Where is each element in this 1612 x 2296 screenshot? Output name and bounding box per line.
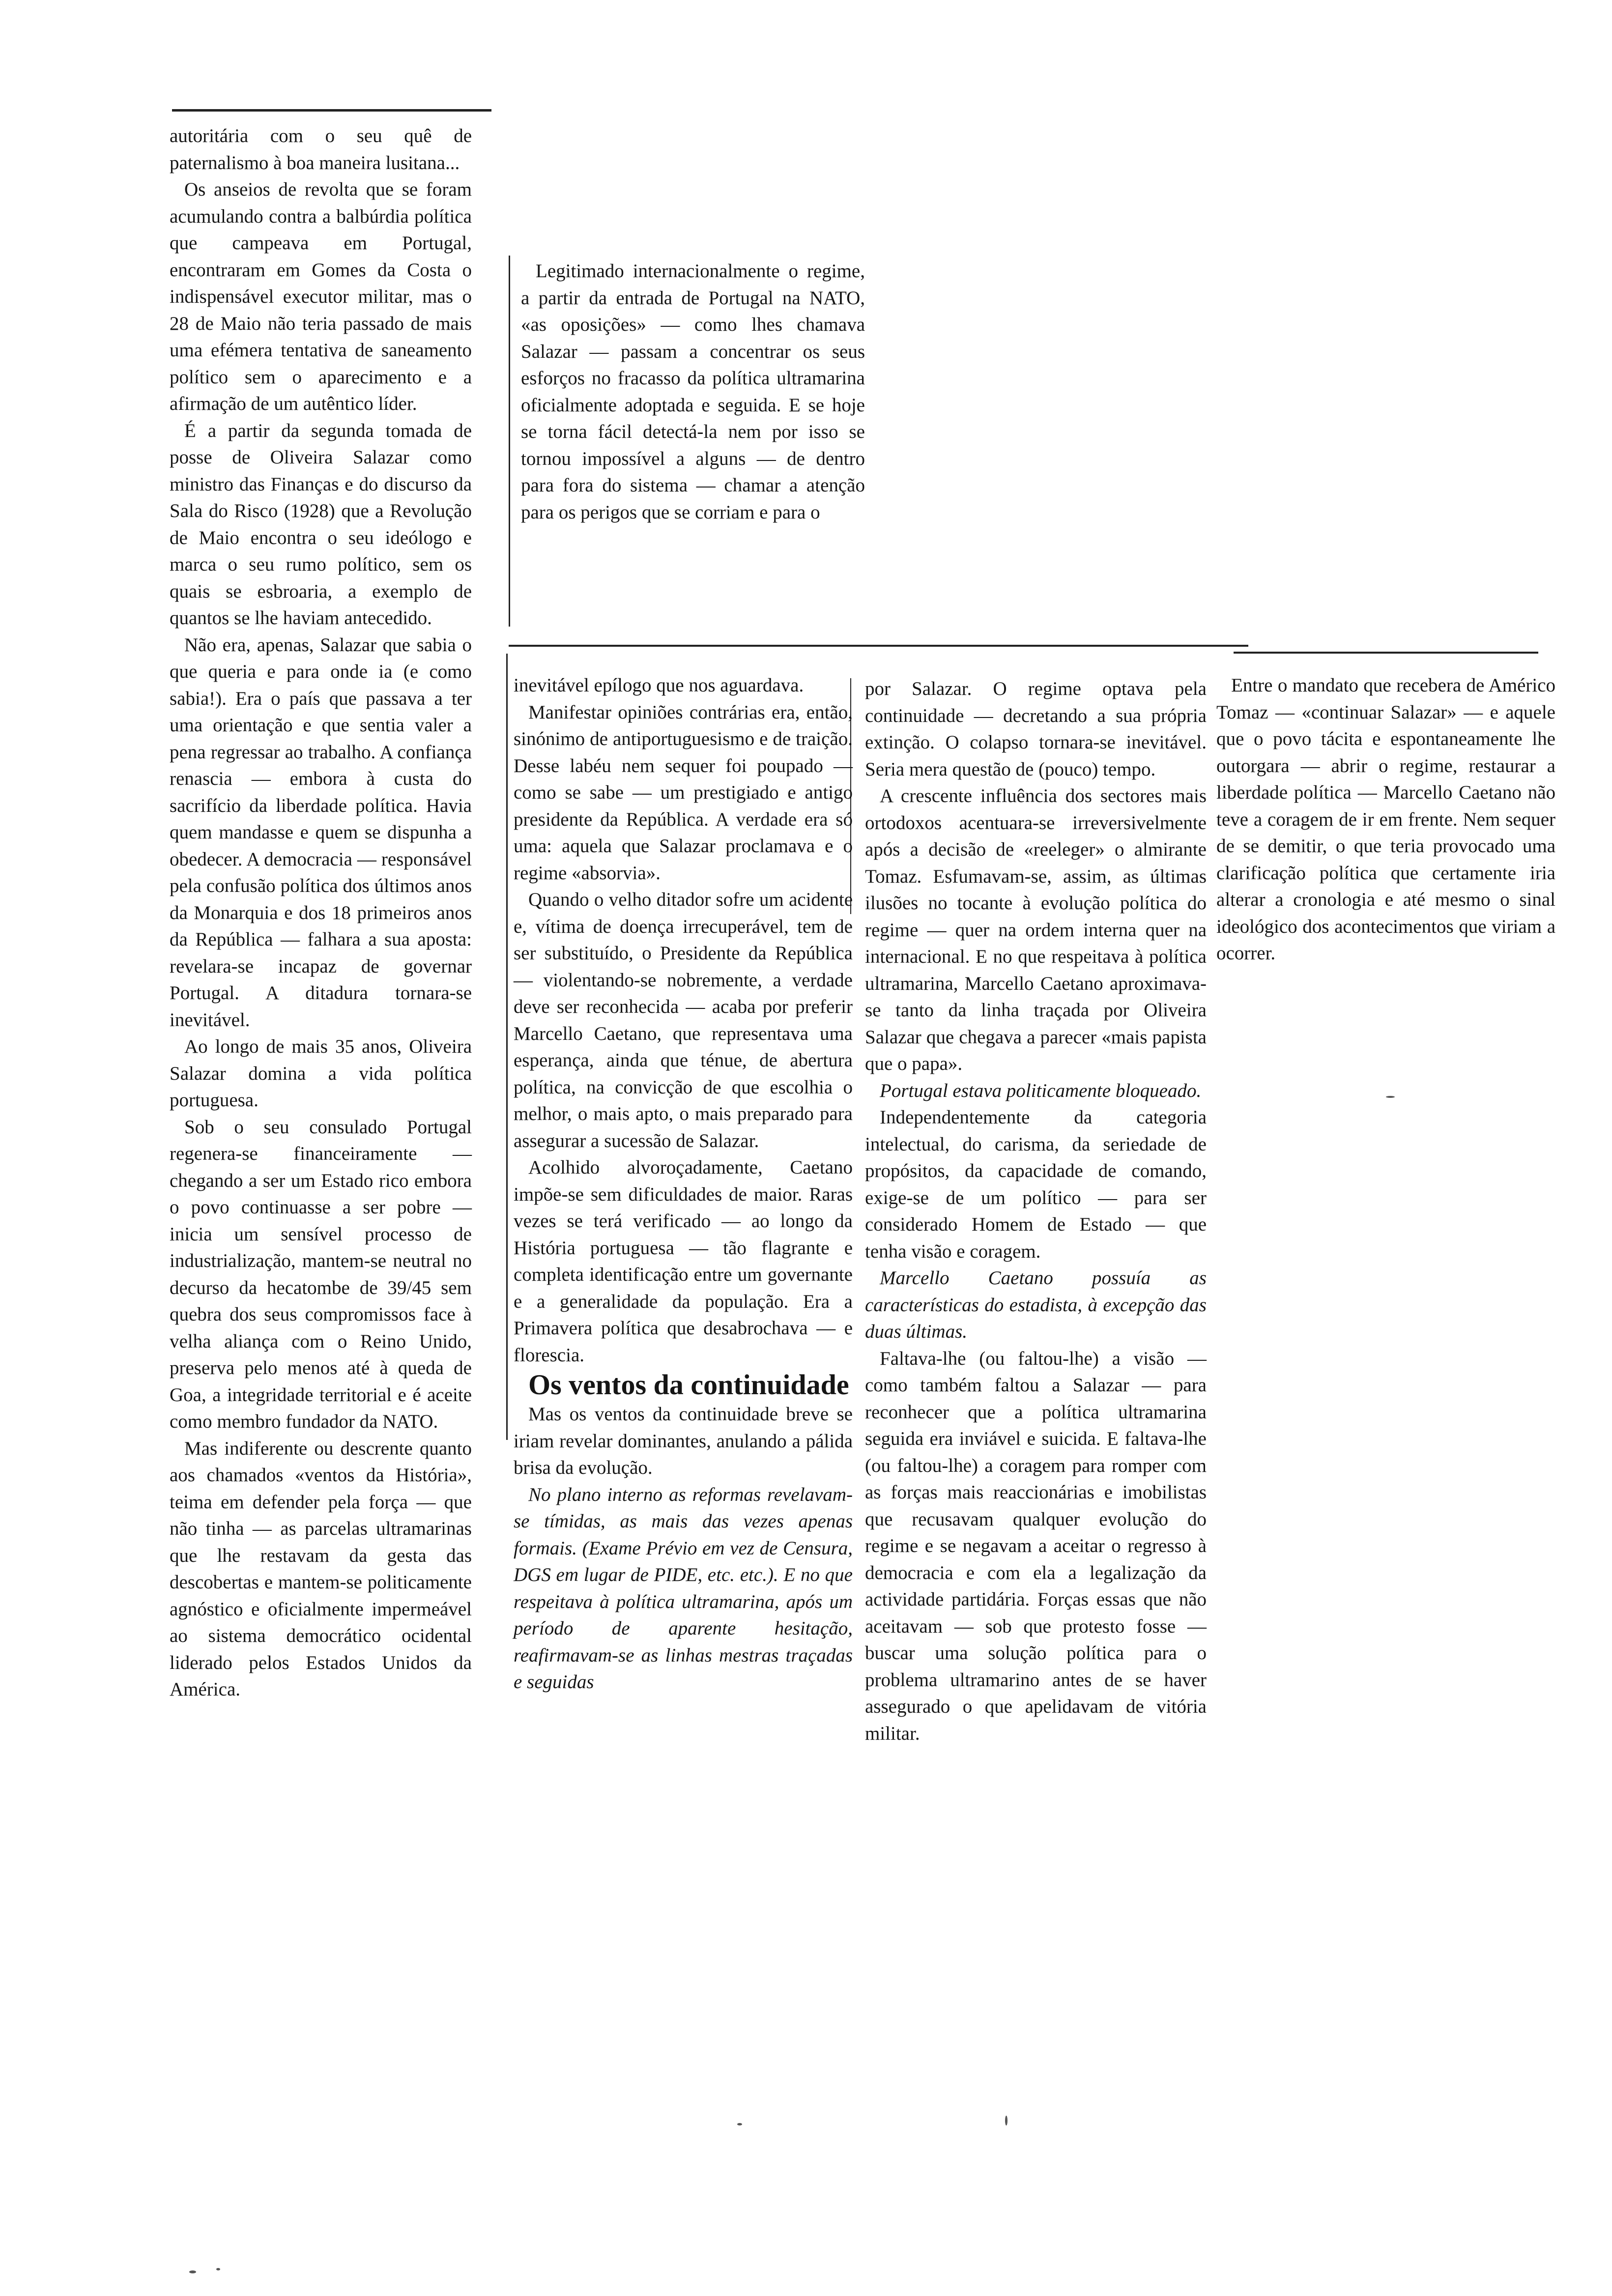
col1-paragraph-1: autoritária com o seu quê de paternalismo à boa maneira lusitana... bbox=[170, 125, 472, 173]
box-left-border bbox=[509, 256, 510, 627]
col2-paragraph-3: Quando o velho ditador sofre um acidente e, vítima de doença irrecuperável, tem de ser substituído, o Presidente da República — violentando-se nobremente, a verdade deve ser reconhecida — acaba por preferir Marcello Caetano, que representava uma esperança, ainda que ténue, de abertura política, na convicção de que escolhia o melhor, o mais apto, o mais preparado para assegurar a sucessão de Salazar. bbox=[514, 889, 853, 1151]
col4-paragraph-1: Entre o mandato que recebera de Américo Tomaz — «continuar Salazar» — e aquele que o povo tácita e espontaneamente lhe outorgara — abrir o regime, restaurar a liberdade política — Marcello Caetano não teve a coragem de ir em frente. Nem sequer de se demitir, o que teria provocado uma clarificação política que certamente iria alterar a cronologia e até mesmo o sinal ideológico dos acontecimentos que viriam a ocorrer. bbox=[1216, 675, 1555, 964]
col3-paragraph-4: Independentemente da categoria intelectual, do carisma, da seriedade de propósitos, da capacidade de comando, exige-se de um político — para ser considerado Homem de Estado — que tenha visão e coragem. bbox=[865, 1107, 1207, 1262]
article-column-2 bbox=[514, 672, 853, 1696]
col1-paragraph-3: É a partir da segunda tomada de posse de Oliveira Salazar como ministro das Finanças e do discurso da Sala do Risco (1928) que a Revolução de Maio encontra o seu ideólogo e marca o seu rumo político, sem os quais se esbroaria, a exemplo de quantos se lhe haviam antecedido. bbox=[170, 420, 472, 629]
article-column-4 bbox=[1216, 672, 1555, 967]
top-rule-col1 bbox=[172, 109, 491, 112]
col2-left-border bbox=[506, 654, 508, 1440]
col1-paragraph-7: Mas indiferente ou descrente quanto aos chamados «ventos da História», teima em defender pela força — que não tinha — as parcelas ultramarinas que lhe restavam da gesta das descobertas e mantem-se politicamente agnóstico e oficialmente impermeável ao sistema democrático ocidental liderado pelos Estados Unidos da América. bbox=[170, 1437, 472, 1700]
boxed-paragraph-1: Legitimado internacionalmente o regime, a partir da entrada de Portugal na NATO, «as oposições» — como lhes chamava Salazar — passam a concentrar os seus esforços no fracasso da política ultramarina oficialmente adoptada e seguida. E se hoje se torna fácil detectá-la nem por isso se tornou impossível a alguns — de dentro para fora do sistema — chamar a atenção para os perigos que se corriam e para o bbox=[521, 260, 865, 523]
col2-paragraph-4: Acolhido alvoroçadamente, Caetano impõe-se sem dificuldades de maior. Raras vezes se terá verificado — ao longo da História portuguesa — tão flagrante e completa identificação entre um governante e a generalidade da população. Era a Primavera política que desabrochava — e florescia. bbox=[514, 1157, 853, 1366]
boxed-sidebar-text bbox=[521, 258, 865, 526]
section-headline: Os ventos da continuidade bbox=[528, 1369, 849, 1401]
scan-speck bbox=[216, 2268, 220, 2270]
scan-speck bbox=[1005, 2116, 1008, 2125]
col2-paragraph-1: inevitável epílogo que nos aguardava. bbox=[514, 675, 804, 696]
col2-paragraph-6: No plano interno as reformas revelavam-se tímidas, as mais das vezes apenas formais. (Exame Prévio em vez de Censura, DGS em lugar de PIDE, etc. etc.). E no que respeitava à política ultramarina, após um período de aparente hesitação, reafirmavam-se as linhas mestras traçadas e seguidas bbox=[514, 1484, 853, 1693]
col1-paragraph-5: Ao longo de mais 35 anos, Oliveira Salazar domina a vida política portuguesa. bbox=[170, 1036, 472, 1111]
col1-paragraph-6: Sob o seu consulado Portugal regenera-se financeiramente — chegando a ser um Estado rico embora o povo continuasse a ser pobre — inicia um sensível processo de industrialização, mantem-se neutral no decurso da hecatombe de 39/45 sem quebra dos seus compromissos face à velha aliança com o Reino Unido, preserva pelo menos até à queda de Goa, a integridade territorial e é aceite como membro fundador da NATO. bbox=[170, 1116, 472, 1432]
horizontal-rule-right bbox=[1234, 652, 1538, 654]
col3-paragraph-5: Marcello Caetano possuía as características do estadista, à excepção das duas últimas. bbox=[865, 1267, 1207, 1342]
col3-paragraph-3: Portugal estava politicamente bloqueado. bbox=[880, 1080, 1202, 1101]
scan-speck bbox=[1386, 1096, 1395, 1098]
col1-paragraph-4: Não era, apenas, Salazar que sabia o que queria e para onde ia (e como sabia!). Era o país que passava a ter uma orientação e que sentia valer a pena regressar ao trabalho. A confiança renascia — embora à custa do sacrifício da liberdade política. Havia quem mandasse e quem se dispunha a obedecer. A democracia — responsável pela confusão política dos últimos anos da Monarquia e dos 18 primeiros anos da República — falhara a sua aposta: revelara-se incapaz de governar Portugal. A ditadura tornara-se inevitável. bbox=[170, 634, 472, 1031]
col1-paragraph-2: Os anseios de revolta que se foram acumulando contra a balbúrdia política que campeava em Portugal, encontraram em Gomes da Costa o indispensável executor militar, mas o 28 de Maio não teria passado de mais uma efémera tentativa de saneamento político sem o aparecimento e a afirmação de um autêntico líder. bbox=[170, 179, 472, 414]
col2-paragraph-5: Mas os ventos da continuidade breve se iriam revelar dominantes, anulando a pálida brisa da evolução. bbox=[514, 1404, 853, 1478]
article-column-1 bbox=[170, 123, 472, 1703]
scan-speck bbox=[737, 2123, 742, 2125]
col3-paragraph-6: Faltava-lhe (ou faltou-lhe) a visão — como também faltou a Salazar — para reconhecer que a política ultramarina seguida era inviável e suicida. E faltava-lhe (ou faltou-lhe) a coragem para romper com as forças mais reaccionárias e imobilistas que recusavam qualquer evolução do regime e se negavam a aceitar o regresso à democracia e com ela a legalização da actividade partidária. Forças essas que não aceitavam — sob que protesto fosse — buscar uma solução política para o problema ultramarino antes de se haver assegurado o que apelidavam de vitória militar. bbox=[865, 1348, 1207, 1744]
scan-speck bbox=[189, 2270, 196, 2273]
col3-paragraph-1: por Salazar. O regime optava pela continuidade — decretando a sua própria extinção. O colapso tornara-se inevitável. Seria mera questão de (pouco) tempo. bbox=[865, 678, 1207, 780]
horizontal-rule-middle bbox=[509, 645, 1248, 647]
article-column-3 bbox=[865, 676, 1207, 1747]
col2-paragraph-2: Manifestar opiniões contrárias era, então, sinónimo de antiportuguesismo e de traição. Desse labéu nem sequer foi poupado — como se sabe — um prestigiado e antigo presidente da República. A verdade era só uma: aquela que Salazar proclamava e o regime «absorvia». bbox=[514, 701, 853, 884]
col3-paragraph-2: A crescente influência dos sectores mais ortodoxos acentuara-se irreversivelmente após a decisão de «reeleger» o almirante Tomaz. Esfumavam-se, assim, as últimas ilusões no tocante à evolução política do regime — quer na ordem interna quer na internacional. E no que respeitava à política ultramarina, Marcello Caetano aproximava-se tanto da linha traçada por Oliveira Salazar que chegava a parecer «mais papista que o papa». bbox=[865, 785, 1207, 1074]
